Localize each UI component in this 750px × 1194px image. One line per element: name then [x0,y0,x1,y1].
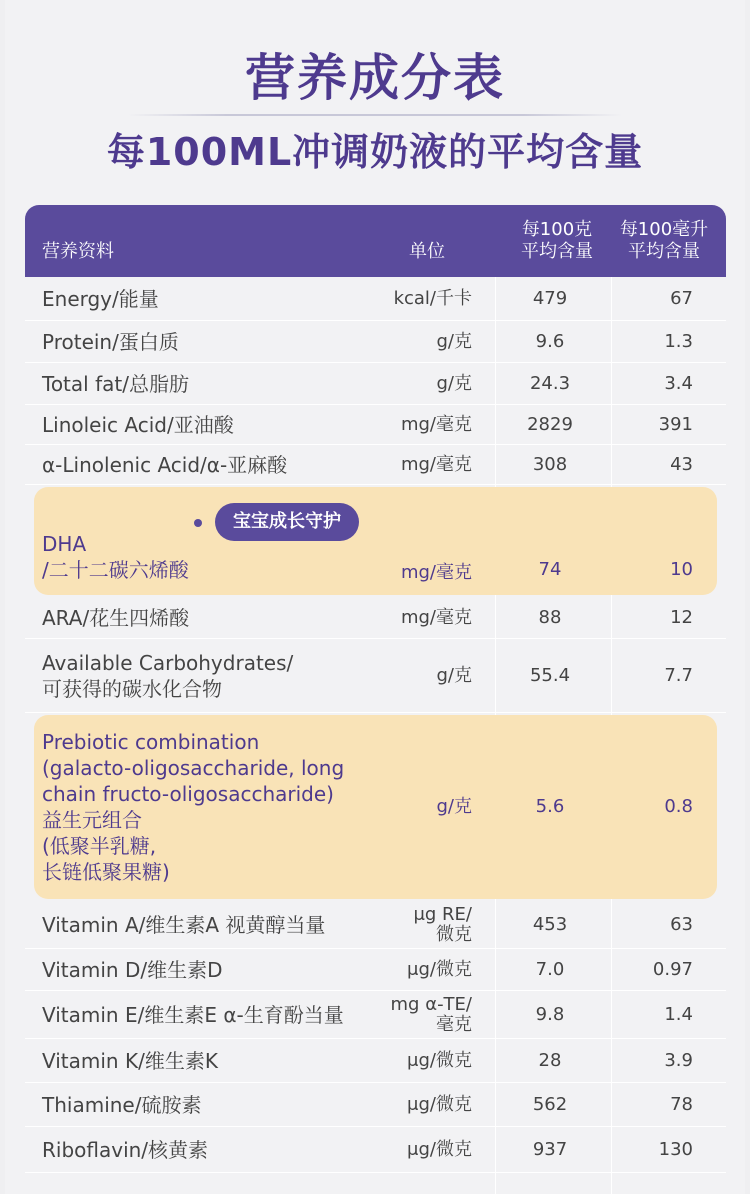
value-per-100g [495,949,605,991]
nutrient-unit [380,321,472,363]
table-row [25,1127,726,1173]
nutrient-name [42,597,402,639]
nutrient-name [42,1039,402,1083]
nutrient-unit-text: μg RE/ 微克 [413,904,472,945]
nutrient-name [42,405,402,445]
nutrient-name [42,949,402,991]
nutrient-name-text: Vitamin K/维生素K [42,1049,218,1073]
value-per-100ml [615,445,693,485]
table-row [25,639,726,713]
table-row [25,1039,726,1083]
nutrient-unit-text: mg/毫克 [400,454,472,475]
nutrient-name-text: Vitamin D/维生素D [42,958,223,982]
nutrient-unit [380,713,472,901]
header-per-100g: 每100克 平均含量 [521,219,593,262]
value-per-100g [495,991,605,1039]
nutrient-unit-text: μg/微克 [407,1050,472,1071]
nutrient-name [42,321,402,363]
nutrient-unit-text: kcal/千卡 [393,288,472,309]
value-per-100g-text: 5.6 [535,796,565,817]
nutrient-name [42,1083,402,1127]
value-per-100g [495,901,605,949]
value-per-100ml [615,639,693,713]
value-per-100ml-text: 391 [658,414,693,435]
nutrient-unit-text: μg/微克 [407,1139,472,1160]
nutrient-name-text: Riboflavin/核黄素 [42,1138,209,1162]
value-per-100g-text: 308 [532,454,568,475]
value-per-100ml [615,485,693,597]
value-per-100g-text: 2829 [527,414,573,435]
value-per-100g [495,639,605,713]
nutrient-unit [380,1127,472,1173]
nutrient-unit-text: mg/毫克 [400,414,472,435]
table-row [25,321,726,363]
value-per-100g-text: 28 [538,1050,562,1071]
value-per-100ml [615,901,693,949]
nutrient-unit [380,485,472,597]
nutrient-name-text: Energy/能量 [42,287,159,311]
value-per-100ml-text: 1.4 [664,1004,693,1025]
nutrient-name-text: Available Carbohydrates/ 可获得的碳水化合物 [42,651,294,701]
highlight-row [25,485,726,597]
nutrient-name-text: DHA /二十二碳六烯酸 [42,532,189,582]
value-per-100ml-text: 67 [670,288,693,309]
nutrient-unit [380,1083,472,1127]
value-per-100ml [615,713,693,901]
header-per-100ml: 每100毫升 平均含量 [619,219,709,262]
value-per-100ml [615,597,693,639]
nutrient-name-text: α-Linolenic Acid/α-亚麻酸 [42,453,288,477]
page-subtitle: 每100ML冲调奶液的平均含量 [106,130,644,174]
nutrient-unit-text: μg/微克 [407,1094,472,1115]
value-per-100g-text: 562 [532,1094,568,1115]
value-per-100ml-text: 12 [670,607,693,628]
value-per-100ml [615,1083,693,1127]
nutrient-name [42,991,402,1039]
value-per-100ml-text: 1.3 [664,331,693,352]
table-row [25,363,726,405]
nutrient-name-text: Total fat/总脂肪 [42,372,189,396]
nutrient-unit-text: μg/微克 [407,959,472,980]
nutrient-unit [380,277,472,321]
value-per-100ml [615,1127,693,1173]
nutrient-name-text: Prebiotic combination (galacto-oligosaccharide, long chain fructo-oligosaccharide) 益生元组合 (低聚半乳糖, 长链低聚果糖) [42,730,345,884]
nutrient-unit-text: mg/毫克 [400,607,472,628]
nutrient-name-text: Linoleic Acid/亚油酸 [42,413,234,437]
value-per-100ml-text: 78 [670,1094,693,1115]
nutrient-name [42,1127,402,1173]
value-per-100ml [615,405,693,445]
nutrient-unit-text: g/克 [436,373,472,394]
value-per-100g-text: 24.3 [529,373,571,394]
nutrient-unit [380,991,472,1039]
value-per-100ml-text: 63 [670,914,693,935]
header-name: 营养资料 [42,241,114,262]
value-per-100ml [615,321,693,363]
value-per-100g [495,713,605,901]
value-per-100g [495,1083,605,1127]
table-row [25,405,726,445]
value-per-100g [495,445,605,485]
table-row [25,445,726,485]
value-per-100ml-text: 3.4 [664,373,693,394]
value-per-100ml-text: 7.7 [664,665,693,686]
table-row [25,597,726,639]
nutrient-name-text: Thiamine/硫胺素 [42,1093,202,1117]
table-row [25,277,726,321]
value-per-100g-text: 453 [532,914,568,935]
table-row [25,991,726,1039]
nutrient-name [42,713,402,901]
value-per-100g-text: 74 [538,559,562,580]
badge-dot [194,519,202,527]
nutrient-name-text: Vitamin E/维生素E α-生育酚当量 [42,1003,344,1027]
value-per-100g [495,1039,605,1083]
value-per-100ml-text: 130 [658,1139,693,1160]
page-title: 营养成分表 [245,49,505,107]
nutrient-name [42,277,402,321]
value-per-100ml-text: 0.8 [664,796,693,817]
value-per-100g-text: 479 [532,288,568,309]
value-per-100ml [615,991,693,1039]
nutrient-unit [380,363,472,405]
nutrient-name [42,363,402,405]
value-per-100g [495,1127,605,1173]
table-row [25,1083,726,1127]
value-per-100ml-text: 0.97 [652,959,693,980]
nutrient-unit [380,949,472,991]
nutrient-name [42,639,402,713]
value-per-100ml-text: 3.9 [664,1050,693,1071]
title-divider [128,114,622,116]
nutrient-name [42,445,402,485]
table-row [25,901,726,949]
growth-guard-badge: 宝宝成长守护 [215,503,359,541]
table-row [25,949,726,991]
value-per-100g-text: 937 [532,1139,568,1160]
nutrient-unit [380,639,472,713]
value-per-100g-text: 55.4 [529,665,571,686]
nutrient-name [42,485,402,597]
value-per-100ml [615,949,693,991]
value-per-100g-text: 7.0 [535,959,565,980]
value-per-100g [495,597,605,639]
value-per-100g [495,363,605,405]
nutrient-unit [380,405,472,445]
header-unit: 单位 [409,241,445,262]
value-per-100ml [615,277,693,321]
value-per-100ml-text: 43 [670,454,693,475]
nutrient-unit-text: mg/毫克 [400,562,472,583]
nutrient-unit [380,901,472,949]
value-per-100g-text: 9.6 [535,331,565,352]
nutrient-unit-text: mg α-TE/ 毫克 [390,994,472,1035]
nutrient-name-text: ARA/花生四烯酸 [42,606,190,630]
nutrient-unit-text: g/克 [436,665,472,686]
nutrient-name-text: Protein/蛋白质 [42,330,179,354]
table-header [25,205,726,277]
nutrient-unit [380,1039,472,1083]
value-per-100g [495,485,605,597]
nutrient-unit [380,445,472,485]
nutrient-unit-text: g/克 [436,331,472,352]
value-per-100ml [615,363,693,405]
nutrient-unit-text: g/克 [436,796,472,817]
value-per-100g [495,321,605,363]
nutrition-table [25,277,726,1194]
value-per-100ml [615,1039,693,1083]
value-per-100ml-text: 10 [670,559,693,580]
value-per-100g-text: 88 [538,607,562,628]
nutrient-unit [380,597,472,639]
nutrient-name [42,901,402,949]
value-per-100g [495,277,605,321]
highlight-row [25,713,726,901]
nutrient-name-text: Vitamin A/维生素A 视黄醇当量 [42,913,326,937]
value-per-100g-text: 9.8 [535,1004,565,1025]
value-per-100g [495,405,605,445]
